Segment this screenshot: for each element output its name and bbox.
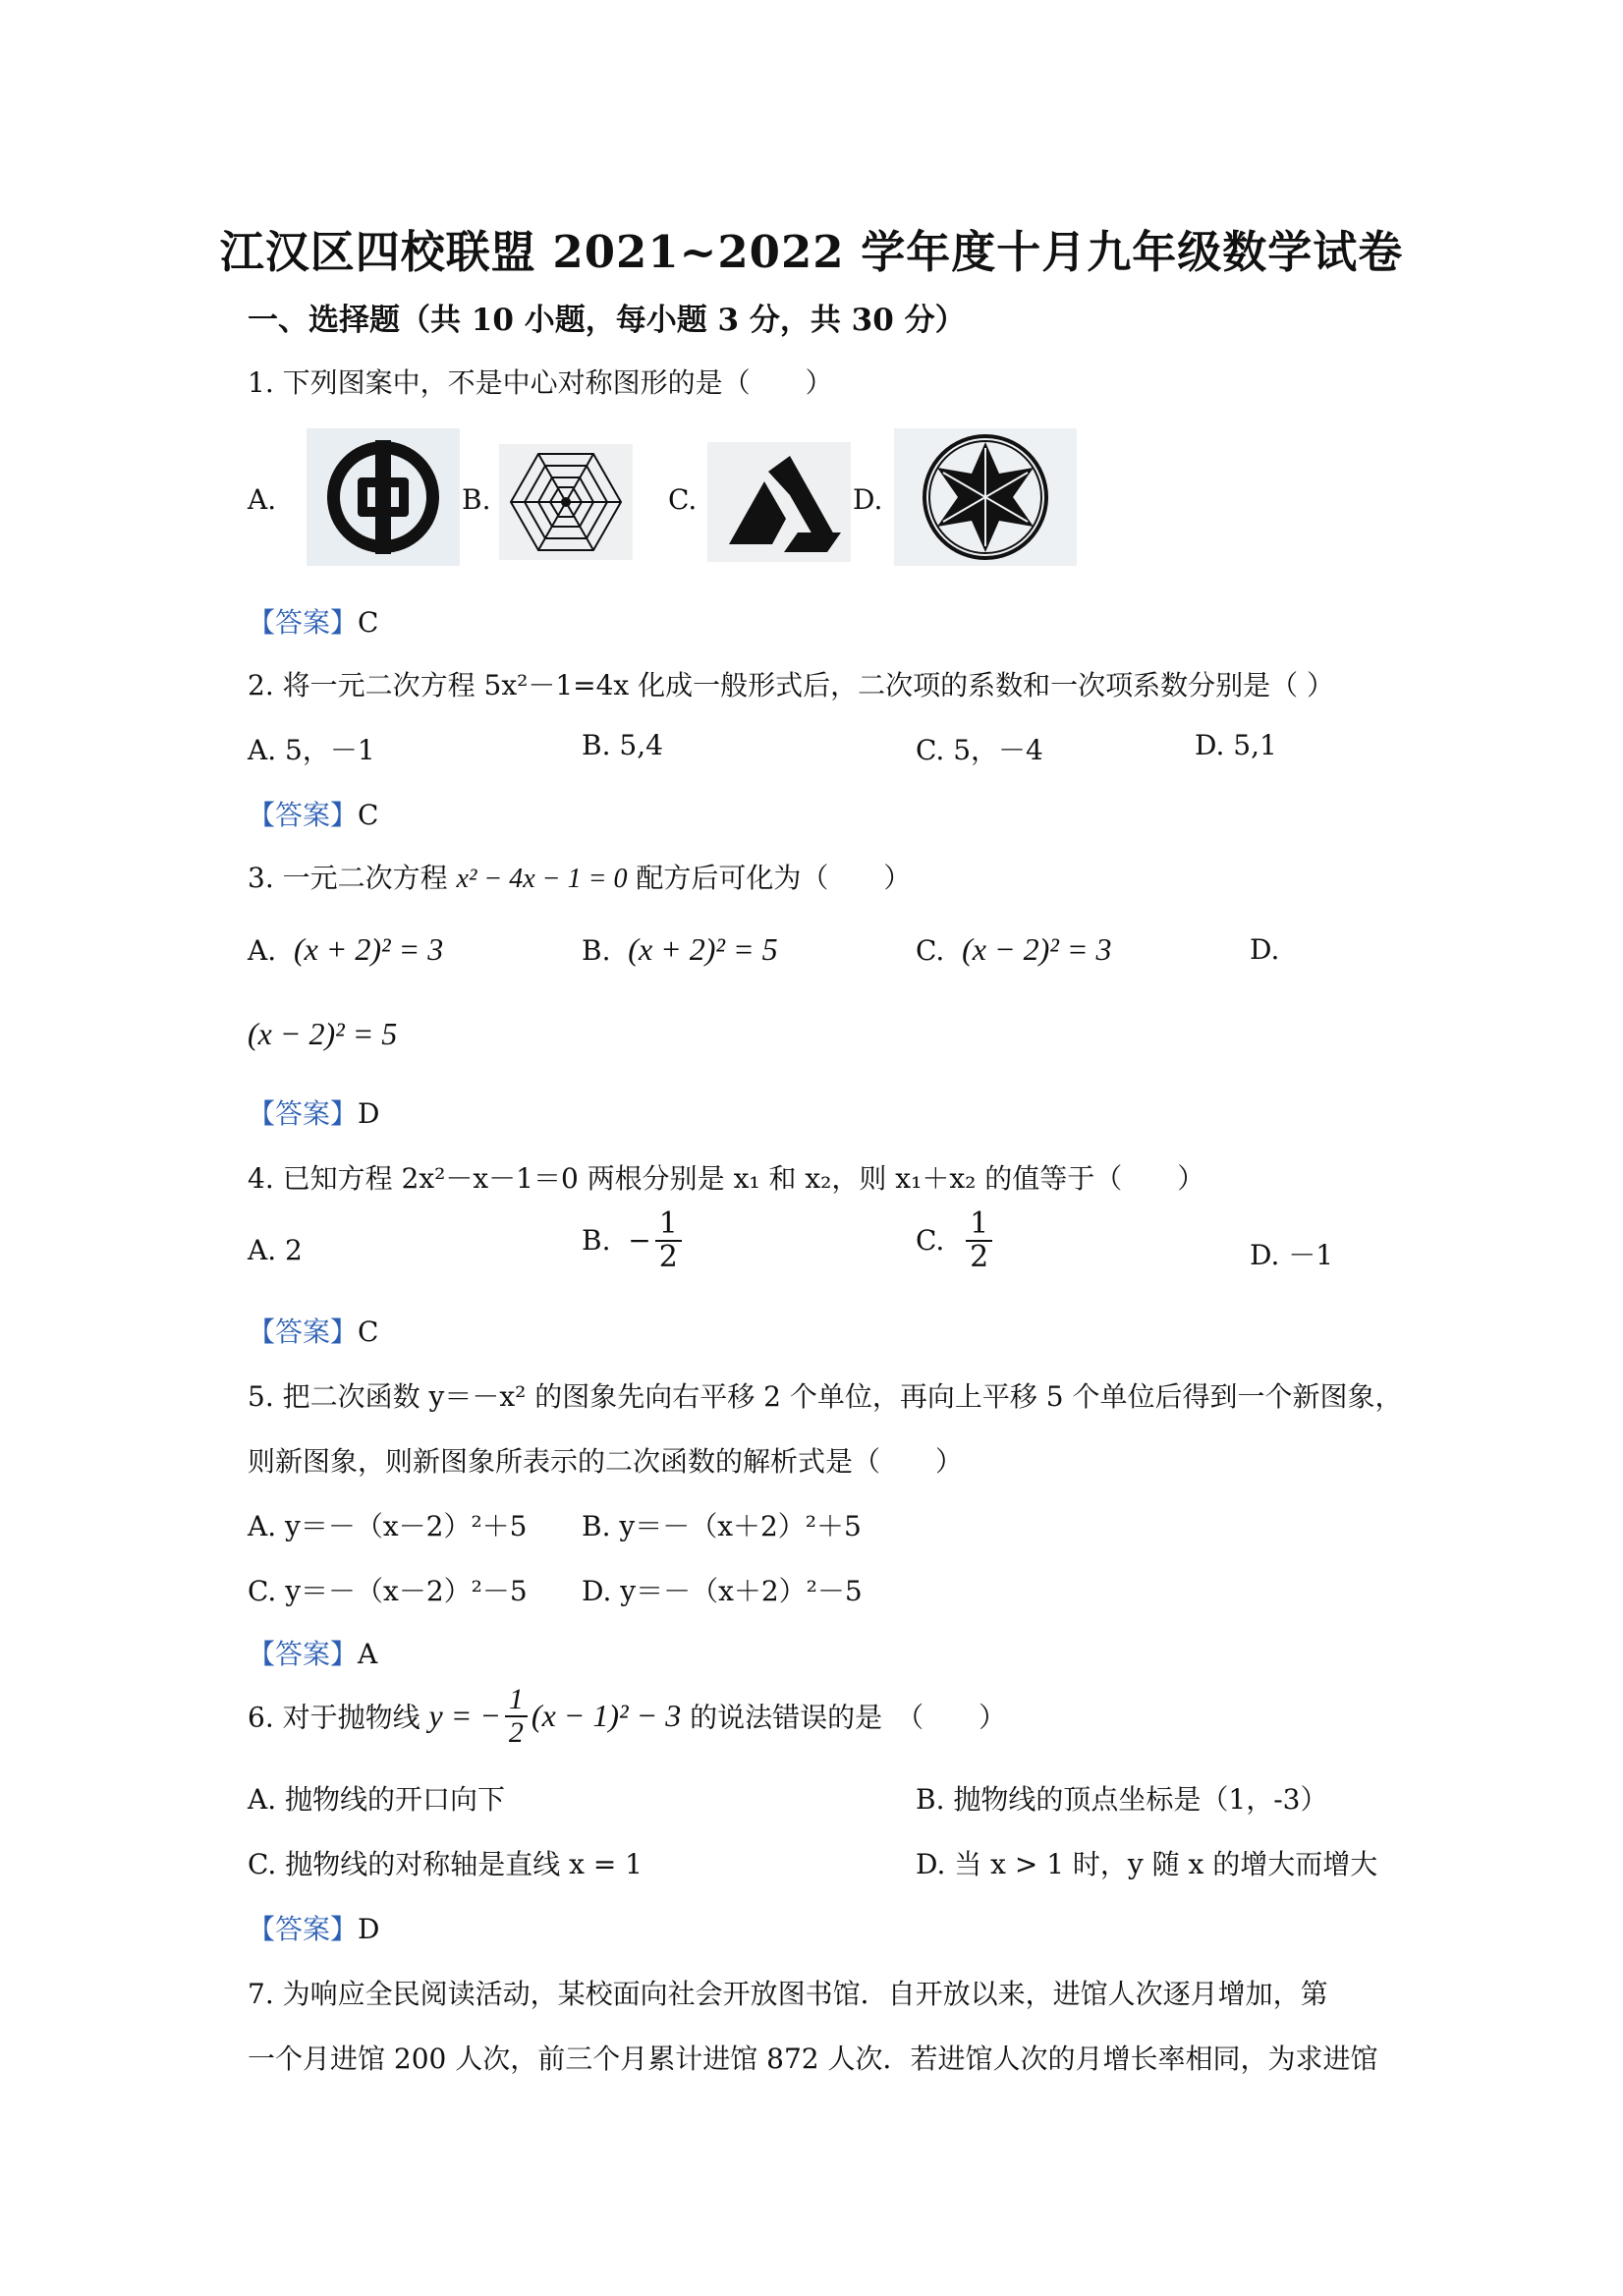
q3-answer: 【答案】D: [248, 1097, 380, 1130]
q5-stem-line1: 5. 把二次函数 y＝－x² 的图象先向右平移 2 个单位，再向上平移 5 个单位后得到一个新图象，: [248, 1380, 1403, 1413]
q4-option-d: D. －1: [1250, 1239, 1334, 1271]
q3-option-a: A. (x + 2)² = 3: [248, 931, 444, 967]
q3-option-d: (x − 2)² = 5: [248, 1016, 398, 1051]
q5-answer: 【答案】A: [248, 1638, 378, 1670]
q1-option-d-label: D.: [853, 483, 883, 516]
q3-option-b: B. (x + 2)² = 5: [582, 931, 778, 967]
q7-stem-line1: 7. 为响应全民阅读活动，某校面向社会开放图书馆．自开放以来，进馆人次逐月增加，第: [248, 1978, 1328, 2010]
q6-option-a: A. 抛物线的开口向下: [248, 1783, 506, 1816]
q1-stem: 1. 下列图案中，不是中心对称图形的是（ ）: [248, 366, 833, 399]
q1-option-a-label: A.: [248, 483, 277, 516]
bank-logo-figure: [307, 428, 460, 566]
q4-option-b: B. − $\frac{1}{2}$: [582, 1208, 686, 1272]
q6-option-c: C. 抛物线的对称轴是直线 x = 1: [248, 1848, 643, 1880]
q1-option-b-label: B.: [462, 483, 491, 516]
q2-answer: 【答案】C: [248, 799, 379, 831]
q4-option-a: A. 2: [248, 1234, 303, 1266]
q6-option-b: B. 抛物线的顶点坐标是（1，-3）: [916, 1783, 1328, 1816]
q5-option-c: C. y＝－（x－2）²－5: [248, 1575, 528, 1607]
q5-option-b: B. y＝－（x＋2）²＋5: [582, 1510, 862, 1542]
q3-option-c: C. (x − 2)² = 3: [916, 931, 1112, 967]
q2-option-c: C. 5，－4: [916, 734, 1043, 766]
q2-option-b: B. 5,4: [582, 729, 663, 761]
q4-answer: 【答案】C: [248, 1316, 379, 1348]
q2-stem: 2. 将一元二次方程 5x²－1=4x 化成一般形式后，二次项的系数和一次项系数分别是（ ）: [248, 669, 1335, 701]
q1-answer: 【答案】C: [248, 606, 379, 639]
q4-stem: 4. 已知方程 2x²－x－1＝0 两根分别是 x₁ 和 x₂，则 x₁＋x₂ 的值等于（ ）: [248, 1162, 1205, 1195]
q7-stem-line2: 一个月进馆 200 人次，前三个月累计进馆 872 人次．若进馆人次的月增长率相同，为求进馆: [248, 2043, 1378, 2075]
section-heading: 一、选择题（共 10 小题，每小题 3 分，共 30 分）: [248, 303, 966, 338]
triangle-logo-figure: [707, 442, 851, 562]
q6-option-d: D. 当 x > 1 时，y 随 x 的增大而增大: [916, 1848, 1378, 1880]
q2-option-a: A. 5，－1: [248, 734, 375, 766]
hexagon-web-figure: [499, 444, 633, 560]
q5-stem-line2: 则新图象，则新图象所表示的二次函数的解析式是（ ）: [248, 1445, 964, 1478]
page-title: 江汉区四校联盟 2021~2022 学年度十月九年级数学试卷: [219, 226, 1404, 278]
star-in-circle-figure: [894, 428, 1077, 566]
q5-option-d: D. y＝－（x＋2）²－5: [582, 1575, 863, 1607]
q5-option-a: A. y＝－（x－2）²＋5: [248, 1510, 528, 1542]
q6-stem: 6. 对于抛物线 y = − $\frac{1}{2}$ (x − 1)² − 3 的说法错误的是 （ ）: [248, 1683, 1007, 1749]
q6-answer: 【答案】D: [248, 1913, 380, 1945]
q4-option-c: C. $\frac{1}{2}$: [916, 1208, 996, 1272]
q1-option-c-label: C.: [668, 483, 698, 516]
q3-stem: 3. 一元二次方程 x² − 4x − 1 = 0 配方后可化为（ ）: [248, 862, 912, 894]
q2-option-d: D. 5,1: [1195, 729, 1277, 761]
q3-option-d-label: D.: [1250, 933, 1280, 966]
